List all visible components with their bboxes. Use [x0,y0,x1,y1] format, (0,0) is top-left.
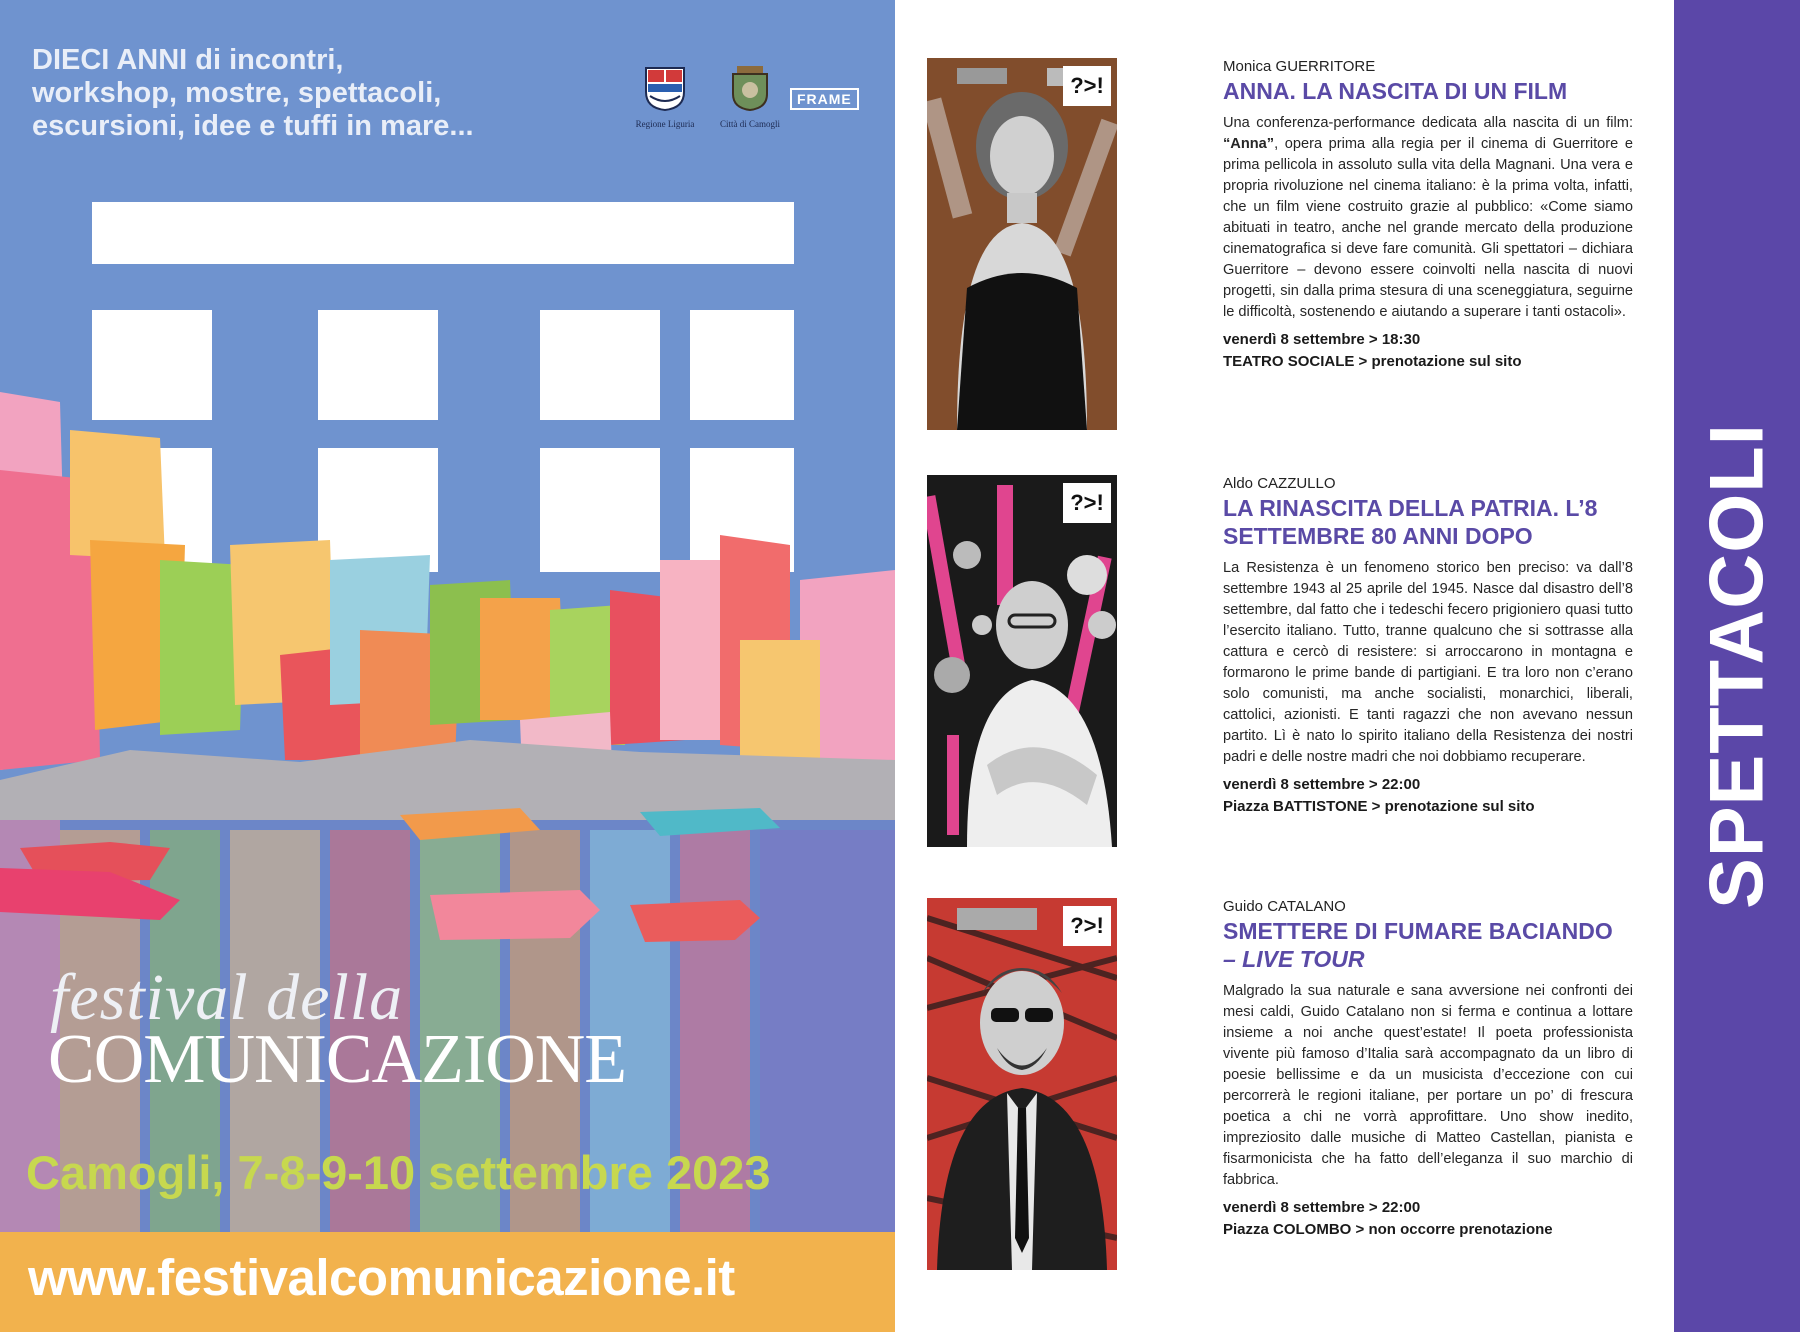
event-title-italic: – LIVE TOUR [1223,946,1365,972]
desc-part: Una conferenza-performance dedicata alla nascita di un film: [1223,115,1633,131]
event-title: LA RINASCITA DELLA PATRIA. L’8 SETTEMBRE 80 ANNI DOPO [1223,495,1598,549]
event-text [1223,475,1633,818]
cazzullo-portrait [927,475,1117,847]
poster-illustration [0,0,895,1332]
festival-title-top: festival della [50,961,404,1034]
event-photo-cazzullo [927,475,1117,847]
tagline-line: workshop, mostre, spettacoli, [32,77,442,109]
website-url[interactable]: www.festivalcomunicazione.it [28,1249,735,1306]
regione-liguria-crest-icon [644,66,686,112]
festival-badge-icon: ?>! [1063,66,1111,106]
tagline-line: escursioni, idee e tuffi in mare... [32,110,474,142]
section-sidebar [1674,0,1800,1332]
festival-badge-icon: ?>! [1063,483,1111,523]
event-author: Guido CATALANO [1223,898,1346,915]
event-location: Piazza COLOMBO > non occorre prenotazione [1223,1221,1553,1238]
event-date-time: venerdì 8 settembre > 18:30 [1223,331,1421,348]
event-author: Monica GUERRITORE [1223,58,1376,75]
event-title-main: SMETTERE DI FUMARE BACIANDO [1223,918,1613,944]
event-schedule [1223,329,1633,373]
event-description: Malgrado la sua naturale e sana avversione nei confronti dei mesi caldi, Guido Catalano non si ferma e continua a lottare insieme a noi anche quest’estate! Il poeta professionista vivente più famoso d’Italia sarà accompagnato da un libro di poesie bellissime e da un musicista d’eccezione con cui percorrerà le regioni italiane, per portare un po’ di frescura poetica a chi ne vorrà approfittare. Uno show inedito, impreziosito dalle musiche di Matteo Castellan, pianista e fisarmonicista che ha fatto dell’eleganza il suo marchio di fabbrica. [1223,983,1633,1188]
regione-liguria-logo [630,66,700,129]
event-author: Aldo CAZZULLO [1223,475,1336,492]
catalano-portrait [927,898,1117,1270]
event-location: TEATRO SOCIALE > prenotazione sul sito [1223,353,1522,370]
event-description: La Resistenza è un fenomeno storico ben preciso: va dall’8 settembre 1943 al 25 aprile del 1945. Nasce dal disastro dell’8 settembre, dal fatto che i tedeschi fecero prigioniero quasi tutto l’esercito italiano. Tutto, tranne qualcuno che si sottrasse alla cattura e cercò di resistere: si arroccarono in montagna e formarono le prime bande di partigiani. E tra loro non c’erano solo comunisti, ma anche socialisti, monarchici, liberali, cattolici, azionisti. E tanti ragazzi che non avevano nessun partito. Lì è nato lo spirito italiano della Resistenza dei nostri padri e delle nostre madri che noi dobbiamo recuperare. [1223,560,1633,765]
event-photo-catalano [927,898,1117,1270]
event-schedule [1223,1197,1633,1241]
festival-dates: Camogli, 7-8-9-10 settembre 2023 [26,1146,771,1199]
event-location: Piazza BATTISTONE > prenotazione sul sito [1223,798,1535,815]
citta-camogli-logo [710,66,790,129]
event-description [1223,113,1633,323]
sponsor-logos [630,66,870,146]
guerritore-portrait [927,58,1117,430]
festival-title-main: COMUNICAZIONE [48,1021,627,1098]
event-text [1223,898,1633,1241]
tagline-line: DIECI ANNI di incontri, [32,44,344,76]
desc-film-name: “Anna” [1223,136,1275,152]
event-title: ANNA. LA NASCITA DI UN FILM [1223,78,1568,104]
festival-badge-icon: ?>! [1063,906,1111,946]
camogli-crest-icon [729,66,771,112]
event-title [1223,917,1633,973]
regione-liguria-caption: Regione Liguria [635,119,695,129]
desc-part: , opera prima alla regia per il cinema di Guerritore e prima pellicola in assoluto sulla vita della Magnani. Una vera e propria rivoluzione nel cinema italiano: è la prima volta, infatti, che un film viene costruito grazie al pubblico: «Come siamo abituati in teatro, anche nel grande mercato della produzione cinematografica si deve fare comunità. Gli spettatori – dichiara Guerritore – devono essere coinvolti nella nascita di nuovi progetti, sin dalla prima stesura di una sceneggiatura, seguirne le difficoltà, sostenendo e aiutando a superare i tanti ostacoli». [1223,136,1633,320]
event-date-time: venerdì 8 settembre > 22:00 [1223,776,1421,793]
poster-tagline [32,44,592,143]
festival-poster [0,0,895,1332]
event-schedule [1223,774,1633,818]
event-text [1223,58,1633,373]
section-label: SPETTACOLI [1694,423,1780,909]
citta-camogli-caption: Città di Camogli [720,119,780,129]
event-photo-guerritore [927,58,1117,430]
frame-logo: FRAME [790,88,859,110]
event-date-time: venerdì 8 settembre > 22:00 [1223,1199,1421,1216]
